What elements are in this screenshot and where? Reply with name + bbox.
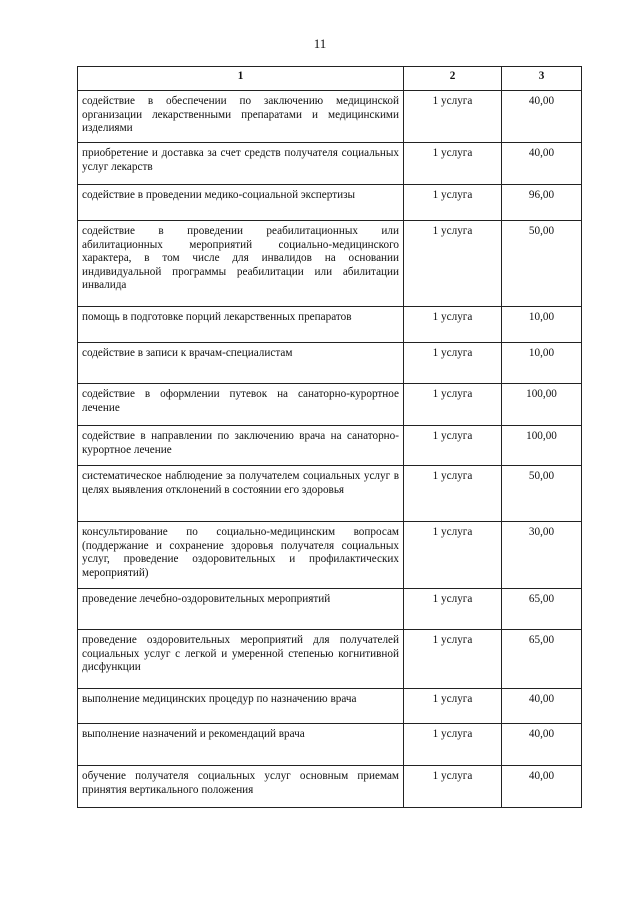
service-unit: 1 услуга xyxy=(404,185,502,221)
service-name: содействие в направлении по заключению врача на санаторно-курортное лечение xyxy=(78,426,404,466)
table-row xyxy=(78,91,582,143)
service-unit: 1 услуга xyxy=(404,589,502,630)
table-row xyxy=(78,307,582,343)
table-row xyxy=(78,630,582,689)
service-unit: 1 услуга xyxy=(404,766,502,808)
table-row xyxy=(78,466,582,522)
service-name: содействие в обеспечении по заключению медицинской организации лекарственными препаратами и медицинскими изделиями xyxy=(78,91,404,143)
table-row xyxy=(78,724,582,766)
table-row xyxy=(78,689,582,724)
service-name: проведение лечебно-оздоровительных мероприятий xyxy=(78,589,404,630)
service-name: содействие в записи к врачам-специалистам xyxy=(78,343,404,384)
service-unit: 1 услуга xyxy=(404,724,502,766)
column-header-3: 3 xyxy=(502,67,582,91)
service-name: выполнение назначений и рекомендаций врача xyxy=(78,724,404,766)
service-name: содействие в проведении реабилитационных или абилитационных мероприятий социально-медицинского характера, в том числе для инвалидов на основании индивидуальной программы реабилитации или абилитации инвалида xyxy=(78,221,404,307)
service-price: 30,00 xyxy=(502,522,582,589)
service-name: содействие в оформлении путевок на санаторно-курортное лечение xyxy=(78,384,404,426)
table-row xyxy=(78,522,582,589)
table-row xyxy=(78,221,582,307)
service-unit: 1 услуга xyxy=(404,689,502,724)
service-unit: 1 услуга xyxy=(404,91,502,143)
service-name: выполнение медицинских процедур по назначению врача xyxy=(78,689,404,724)
table-header-row xyxy=(78,67,582,91)
service-unit: 1 услуга xyxy=(404,221,502,307)
table-row xyxy=(78,766,582,808)
service-price: 10,00 xyxy=(502,307,582,343)
service-unit: 1 услуга xyxy=(404,630,502,689)
service-name: помощь в подготовке порций лекарственных препаратов xyxy=(78,307,404,343)
service-price: 100,00 xyxy=(502,384,582,426)
service-unit: 1 услуга xyxy=(404,307,502,343)
service-price: 10,00 xyxy=(502,343,582,384)
service-price: 50,00 xyxy=(502,221,582,307)
service-price: 65,00 xyxy=(502,589,582,630)
table-row xyxy=(78,185,582,221)
service-unit: 1 услуга xyxy=(404,143,502,185)
service-unit: 1 услуга xyxy=(404,343,502,384)
service-price: 40,00 xyxy=(502,766,582,808)
table-row xyxy=(78,384,582,426)
table-row xyxy=(78,426,582,466)
table-row xyxy=(78,343,582,384)
service-name: консультирование по социально-медицинским вопросам (поддержание и сохранение здоровья получателя социальных услуг, проведение оздоровительных и профилактических мероприятий) xyxy=(78,522,404,589)
service-price: 40,00 xyxy=(502,724,582,766)
table-row xyxy=(78,589,582,630)
service-price: 40,00 xyxy=(502,91,582,143)
table-row xyxy=(78,143,582,185)
column-header-2: 2 xyxy=(404,67,502,91)
service-price: 65,00 xyxy=(502,630,582,689)
column-header-1: 1 xyxy=(78,67,404,91)
service-price: 40,00 xyxy=(502,143,582,185)
service-price: 100,00 xyxy=(502,426,582,466)
service-price: 40,00 xyxy=(502,689,582,724)
service-unit: 1 услуга xyxy=(404,384,502,426)
service-name: приобретение и доставка за счет средств получателя социальных услуг лекарств xyxy=(78,143,404,185)
service-unit: 1 услуга xyxy=(404,522,502,589)
services-table xyxy=(77,66,582,808)
service-unit: 1 услуга xyxy=(404,426,502,466)
service-name: содействие в проведении медико-социальной экспертизы xyxy=(78,185,404,221)
service-name: проведение оздоровительных мероприятий для получателей социальных услуг с легкой и умеренной степенью когнитивной дисфункции xyxy=(78,630,404,689)
service-price: 96,00 xyxy=(502,185,582,221)
service-unit: 1 услуга xyxy=(404,466,502,522)
service-name: систематическое наблюдение за получателем социальных услуг в целях выявления отклонений в состоянии его здоровья xyxy=(78,466,404,522)
page-number: 11 xyxy=(313,36,327,51)
service-name: обучение получателя социальных услуг основным приемам принятия вертикального положения xyxy=(78,766,404,808)
service-price: 50,00 xyxy=(502,466,582,522)
